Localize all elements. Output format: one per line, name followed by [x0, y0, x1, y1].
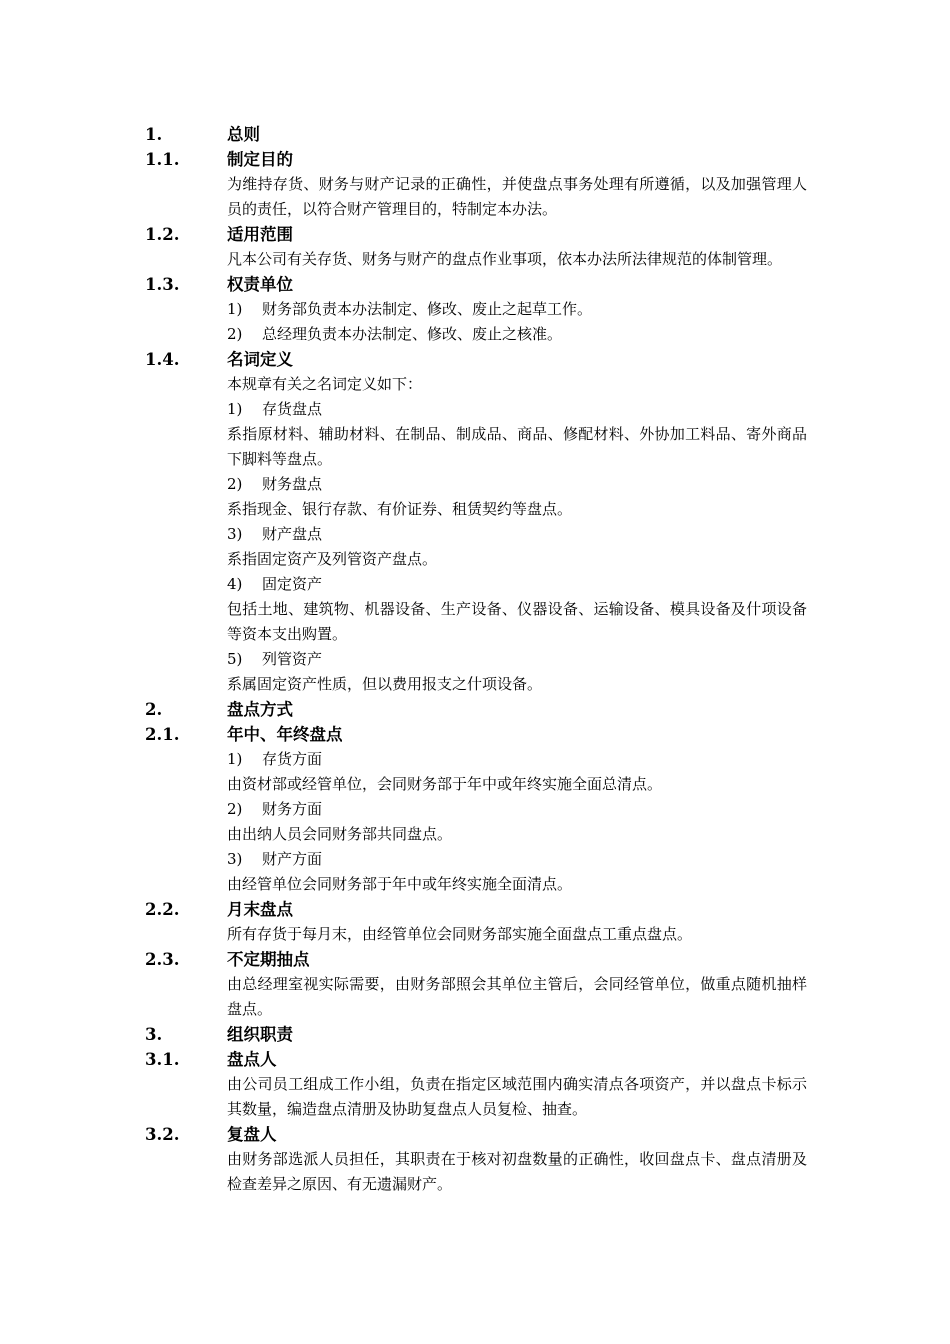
paragraph: 系属固定资产性质，但以费用报支之什项设备。	[227, 675, 543, 693]
section-title: 权责单位	[227, 275, 293, 294]
list-marker: 1)	[227, 400, 243, 418]
section-number: 3.	[145, 1025, 163, 1044]
section-title: 不定期抽点	[227, 950, 310, 969]
document-body	[0, 122, 950, 1197]
paragraph: 凡本公司有关存货、财务与财产的盘点作业事项，依本办法所法律规范的体制管理。	[227, 250, 783, 268]
paragraph: 由经管单位会同财务部于年中或年终实施全面清点。	[227, 875, 573, 893]
section-title: 适用范围	[227, 225, 293, 244]
list-marker: 2)	[227, 325, 243, 343]
section-number: 1.	[145, 125, 163, 144]
list-item	[0, 797, 950, 822]
section-heading	[0, 947, 950, 972]
section-title: 组织职责	[227, 1025, 293, 1044]
section-title: 制定目的	[227, 150, 293, 169]
section-heading	[0, 347, 950, 372]
list-marker: 4)	[227, 575, 243, 593]
section-number: 2.3.	[145, 950, 180, 969]
paragraph: 由出纳人员会同财务部共同盘点。	[227, 825, 453, 843]
list-marker: 1)	[227, 300, 243, 318]
list-item-text: 财务部负责本办法制定、修改、废止之起草工作。	[262, 300, 593, 318]
list-item-text: 财务盘点	[262, 475, 323, 493]
paragraph: 系指固定资产及列管资产盘点。	[227, 550, 438, 568]
list-item-text: 存货盘点	[262, 400, 323, 418]
paragraph: 为维持存货、财务与财产记录的正确性，并使盘点事务处理有所遵循，以及加强管理人员的责任，以符合财产管理目的，特制定本办法。	[227, 175, 807, 218]
list-item-text: 存货方面	[262, 750, 323, 768]
list-marker: 1)	[227, 750, 243, 768]
section-title: 年中、年终盘点	[227, 725, 343, 744]
list-item-text: 固定资产	[262, 575, 323, 593]
section-title: 盘点人	[227, 1050, 277, 1069]
paragraph: 本规章有关之名词定义如下：	[227, 375, 423, 393]
list-item-text: 财务方面	[262, 800, 323, 818]
paragraph: 由总经理室视实际需要，由财务部照会其单位主管后，会同经管单位，做重点随机抽样盘点。	[227, 975, 807, 1018]
list-item	[0, 522, 950, 547]
list-item	[0, 297, 950, 322]
section-heading	[0, 222, 950, 247]
list-item	[0, 322, 950, 347]
paragraph: 由公司员工组成工作小组，负责在指定区域范围内确实清点各项资产，并以盘点卡标示其数量，编造盘点清册及协助复盘点人员复检、抽查。	[227, 1075, 807, 1118]
list-item	[0, 847, 950, 872]
section-heading	[0, 722, 950, 747]
list-item-text: 列管资产	[262, 650, 323, 668]
list-item-text: 总经理负责本办法制定、修改、废止之核准。	[262, 325, 563, 343]
list-item-text: 财产方面	[262, 850, 323, 868]
section-title: 名词定义	[227, 350, 293, 369]
list-item	[0, 397, 950, 422]
paragraph: 包括土地、建筑物、机器设备、生产设备、仪器设备、运输设备、模具设备及什项设备等资本支出购置。	[227, 600, 807, 643]
section-heading	[0, 272, 950, 297]
section-title: 总则	[227, 125, 260, 144]
section-title: 月末盘点	[227, 900, 293, 919]
list-marker: 3)	[227, 850, 243, 868]
list-marker: 2)	[227, 800, 243, 818]
section-number: 1.2.	[145, 225, 180, 244]
section-title: 盘点方式	[227, 700, 293, 719]
section-number: 2.1.	[145, 725, 180, 744]
list-item-text: 财产盘点	[262, 525, 323, 543]
section-number: 3.2.	[145, 1125, 180, 1144]
list-item	[0, 647, 950, 672]
paragraph: 由财务部选派人员担任，其职责在于核对初盘数量的正确性，收回盘点卡、盘点清册及检查差异之原因、有无遗漏财产。	[227, 1150, 807, 1193]
paragraph: 系指原材料、辅助材料、在制品、制成品、商品、修配材料、外协加工料品、寄外商品下脚料等盘点。	[227, 425, 807, 468]
section-heading	[0, 897, 950, 922]
paragraph: 由资材部或经管单位，会同财务部于年中或年终实施全面总清点。	[227, 775, 663, 793]
section-heading	[0, 122, 950, 147]
section-number: 1.4.	[145, 350, 180, 369]
list-marker: 5)	[227, 650, 243, 668]
paragraph: 所有存货于每月末，由经管单位会同财务部实施全面盘点工重点盘点。	[227, 925, 693, 943]
section-heading	[0, 697, 950, 722]
section-heading	[0, 1122, 950, 1147]
list-item	[0, 472, 950, 497]
list-item	[0, 572, 950, 597]
section-heading	[0, 147, 950, 172]
section-number: 2.	[145, 700, 163, 719]
section-number: 1.3.	[145, 275, 180, 294]
section-number: 1.1.	[145, 150, 180, 169]
section-number: 3.1.	[145, 1050, 180, 1069]
section-heading	[0, 1022, 950, 1047]
list-marker: 3)	[227, 525, 243, 543]
section-heading	[0, 1047, 950, 1072]
list-marker: 2)	[227, 475, 243, 493]
list-item	[0, 747, 950, 772]
paragraph: 系指现金、银行存款、有价证券、租赁契约等盘点。	[227, 500, 573, 518]
section-title: 复盘人	[227, 1125, 277, 1144]
section-number: 2.2.	[145, 900, 180, 919]
